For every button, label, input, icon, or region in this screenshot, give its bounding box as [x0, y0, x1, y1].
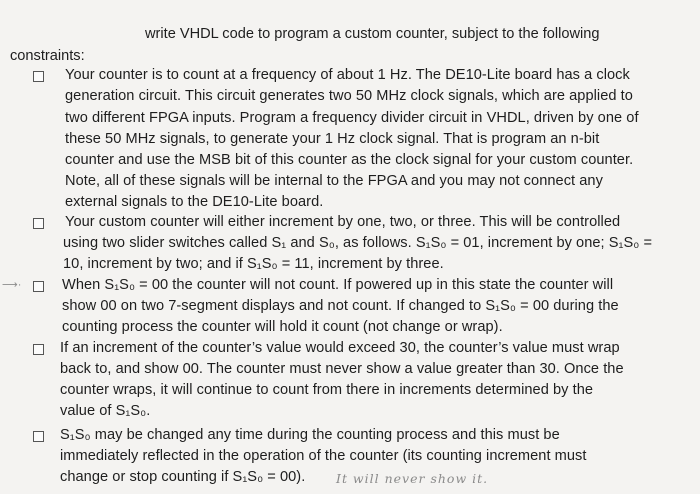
intro-text: write VHDL code to program a custom counter, subject to the following [145, 26, 600, 42]
constraint-line: external signals to the DE10-Lite board. [65, 194, 324, 210]
constraint-line: two different FPGA inputs. Program a frequency divider circuit in VHDL, driven by one of [65, 110, 639, 126]
constraint-line: When S₁S₀ = 00 the counter will not count. If powered up in this state the counter will [62, 277, 614, 293]
checkbox-icon [33, 218, 44, 229]
handwritten-arrow-icon: ⟶· [2, 279, 22, 291]
constraint-line: show 00 on two 7-segment displays and not count. If changed to S₁S₀ = 00 during the [62, 298, 619, 314]
constraint-line: back to, and show 00. The counter must never show a value greater than 30. Once the [60, 361, 624, 377]
constraint-line: S₁S₀ may be changed any time during the counting process and this must be [60, 427, 560, 443]
constraint-line: immediately reflected in the operation of the counter (its counting increment must [60, 448, 587, 464]
constraint-line: Your counter is to count at a frequency of about 1 Hz. The DE10-Lite board has a clock [65, 67, 630, 83]
checkbox-icon [33, 344, 44, 355]
constraint-line: Note, all of these signals will be internal to the FPGA and you may not connect any [65, 173, 603, 189]
constraint-line: using two slider switches called S₁ and S₀, as follows. S₁S₀ = 01, increment by one; S₁S₀ = [63, 235, 653, 251]
constraint-line: If an increment of the counter’s value would exceed 30, the counter’s value must wrap [60, 340, 620, 356]
constraint-line: generation circuit. This circuit generates two 50 MHz clock signals, which are applied to [65, 88, 633, 104]
checkbox-icon [33, 431, 44, 442]
intro-text-continuation: constraints: [10, 48, 85, 64]
constraint-line: counter wraps, it will continue to count from there in increments determined by the [60, 382, 594, 398]
handwritten-note: It will never show it. [336, 471, 489, 486]
constraint-line: counting process the counter will hold it count (not change or wrap). [62, 319, 503, 335]
checkbox-icon [33, 71, 44, 82]
constraint-line: value of S₁S₀. [60, 403, 151, 419]
constraint-line: counter and use the MSB bit of this counter as the clock signal for your custom counter. [65, 152, 634, 168]
constraint-line: 10, increment by two; and if S₁S₀ = 11, increment by three. [63, 256, 444, 272]
constraint-line: Your custom counter will either increment by one, two, or three. This will be controlled [65, 214, 621, 230]
checkbox-icon [33, 281, 44, 292]
constraint-line: these 50 MHz signals, to generate your 1 Hz clock signal. That is program an n-bit [65, 131, 600, 147]
constraint-line: change or stop counting if S₁S₀ = 00). [60, 469, 306, 485]
